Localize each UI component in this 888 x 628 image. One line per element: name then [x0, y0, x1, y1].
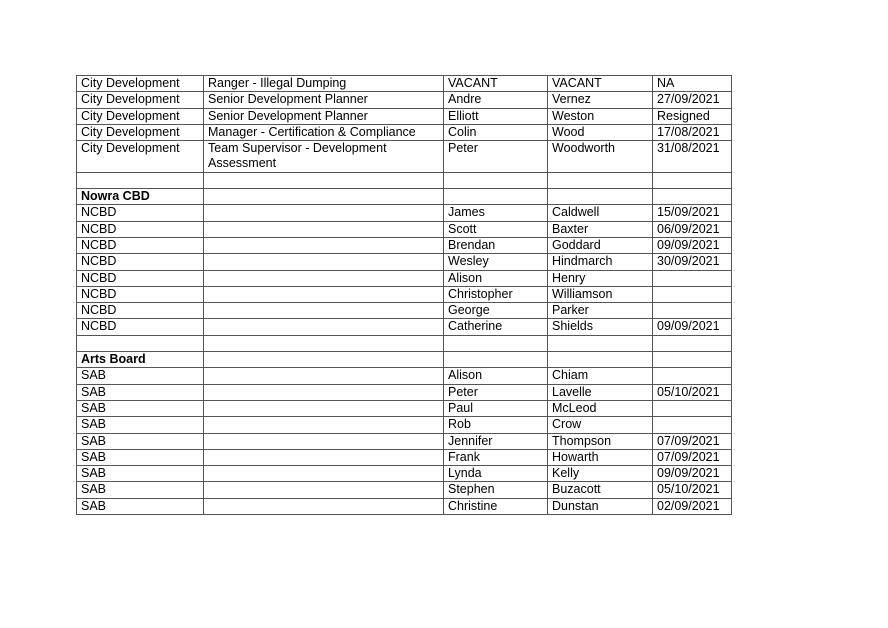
- date-cell: 15/09/2021: [653, 205, 732, 221]
- position-cell: [204, 433, 444, 449]
- table-row: [77, 124, 732, 140]
- table-body: [77, 76, 732, 515]
- position-cell: [204, 254, 444, 270]
- department-cell: NCBD: [77, 254, 204, 270]
- date-cell: [653, 352, 732, 368]
- surname-cell: Woodworth: [548, 141, 653, 173]
- date-cell: [653, 270, 732, 286]
- surname-cell: Chiam: [548, 368, 653, 384]
- department-cell: City Development: [77, 108, 204, 124]
- document-table: [76, 75, 732, 515]
- position-cell: [204, 498, 444, 514]
- position-cell: Team Supervisor - Development Assessment: [204, 141, 444, 173]
- position-cell: [204, 237, 444, 253]
- position-cell: [204, 417, 444, 433]
- date-cell: 06/09/2021: [653, 221, 732, 237]
- department-cell: Nowra CBD: [77, 189, 204, 205]
- first-name-cell: Christine: [444, 498, 548, 514]
- department-cell: NCBD: [77, 237, 204, 253]
- position-cell: [204, 189, 444, 205]
- table-row: [77, 400, 732, 416]
- department-cell: SAB: [77, 384, 204, 400]
- table-row: [77, 237, 732, 253]
- position-cell: [204, 286, 444, 302]
- date-cell: [653, 286, 732, 302]
- first-name-cell: [444, 335, 548, 351]
- first-name-cell: Wesley: [444, 254, 548, 270]
- table-row: [77, 384, 732, 400]
- surname-cell: Crow: [548, 417, 653, 433]
- date-cell: 07/09/2021: [653, 449, 732, 465]
- date-cell: [653, 400, 732, 416]
- first-name-cell: [444, 172, 548, 188]
- surname-cell: Henry: [548, 270, 653, 286]
- date-cell: 09/09/2021: [653, 466, 732, 482]
- department-cell: NCBD: [77, 303, 204, 319]
- position-cell: [204, 319, 444, 335]
- department-cell: SAB: [77, 449, 204, 465]
- surname-cell: Howarth: [548, 449, 653, 465]
- first-name-cell: Frank: [444, 449, 548, 465]
- table-row: [77, 76, 732, 92]
- surname-cell: Parker: [548, 303, 653, 319]
- first-name-cell: Brendan: [444, 237, 548, 253]
- position-cell: [204, 449, 444, 465]
- table-row: [77, 221, 732, 237]
- position-cell: [204, 221, 444, 237]
- first-name-cell: [444, 352, 548, 368]
- table-row: [77, 433, 732, 449]
- surname-cell: Wood: [548, 124, 653, 140]
- first-name-cell: Alison: [444, 270, 548, 286]
- table-row: [77, 205, 732, 221]
- department-cell: NCBD: [77, 205, 204, 221]
- date-cell: [653, 172, 732, 188]
- surname-cell: Dunstan: [548, 498, 653, 514]
- surname-cell: Shields: [548, 319, 653, 335]
- department-cell: SAB: [77, 400, 204, 416]
- department-cell: City Development: [77, 141, 204, 173]
- surname-cell: Vernez: [548, 92, 653, 108]
- table-row: [77, 108, 732, 124]
- date-cell: 02/09/2021: [653, 498, 732, 514]
- position-cell: [204, 303, 444, 319]
- position-cell: [204, 466, 444, 482]
- department-cell: City Development: [77, 76, 204, 92]
- date-cell: [653, 189, 732, 205]
- table-row: [77, 368, 732, 384]
- surname-cell: [548, 335, 653, 351]
- position-cell: Senior Development Planner: [204, 108, 444, 124]
- date-cell: 17/08/2021: [653, 124, 732, 140]
- position-cell: Ranger - Illegal Dumping: [204, 76, 444, 92]
- position-cell: Manager - Certification & Compliance: [204, 124, 444, 140]
- department-cell: NCBD: [77, 270, 204, 286]
- department-cell: NCBD: [77, 286, 204, 302]
- first-name-cell: George: [444, 303, 548, 319]
- surname-cell: Hindmarch: [548, 254, 653, 270]
- first-name-cell: Catherine: [444, 319, 548, 335]
- department-cell: City Development: [77, 92, 204, 108]
- department-cell: SAB: [77, 498, 204, 514]
- first-name-cell: James: [444, 205, 548, 221]
- first-name-cell: Colin: [444, 124, 548, 140]
- date-cell: 31/08/2021: [653, 141, 732, 173]
- position-cell: [204, 482, 444, 498]
- surname-cell: McLeod: [548, 400, 653, 416]
- department-cell: NCBD: [77, 221, 204, 237]
- date-cell: [653, 368, 732, 384]
- date-cell: 05/10/2021: [653, 384, 732, 400]
- position-cell: [204, 400, 444, 416]
- surname-cell: [548, 352, 653, 368]
- section-header-row: [77, 189, 732, 205]
- first-name-cell: Alison: [444, 368, 548, 384]
- date-cell: 09/09/2021: [653, 237, 732, 253]
- first-name-cell: Peter: [444, 141, 548, 173]
- first-name-cell: Peter: [444, 384, 548, 400]
- surname-cell: [548, 172, 653, 188]
- surname-cell: Kelly: [548, 466, 653, 482]
- date-cell: Resigned: [653, 108, 732, 124]
- department-cell: SAB: [77, 466, 204, 482]
- blank-row: [77, 172, 732, 188]
- surname-cell: Baxter: [548, 221, 653, 237]
- date-cell: NA: [653, 76, 732, 92]
- first-name-cell: VACANT: [444, 76, 548, 92]
- first-name-cell: Jennifer: [444, 433, 548, 449]
- date-cell: 05/10/2021: [653, 482, 732, 498]
- surname-cell: Williamson: [548, 286, 653, 302]
- date-cell: [653, 335, 732, 351]
- table-row: [77, 482, 732, 498]
- position-cell: [204, 172, 444, 188]
- date-cell: [653, 417, 732, 433]
- department-cell: City Development: [77, 124, 204, 140]
- table-row: [77, 319, 732, 335]
- department-cell: NCBD: [77, 319, 204, 335]
- table-row: [77, 498, 732, 514]
- position-cell: [204, 270, 444, 286]
- position-cell: [204, 352, 444, 368]
- first-name-cell: Paul: [444, 400, 548, 416]
- first-name-cell: Stephen: [444, 482, 548, 498]
- surname-cell: [548, 189, 653, 205]
- position-cell: [204, 384, 444, 400]
- table-row: [77, 303, 732, 319]
- surname-cell: Buzacott: [548, 482, 653, 498]
- department-cell: SAB: [77, 417, 204, 433]
- position-cell: [204, 335, 444, 351]
- surname-cell: Weston: [548, 108, 653, 124]
- first-name-cell: Scott: [444, 221, 548, 237]
- department-cell: Arts Board: [77, 352, 204, 368]
- table-row: [77, 417, 732, 433]
- surname-cell: Goddard: [548, 237, 653, 253]
- surname-cell: Thompson: [548, 433, 653, 449]
- date-cell: [653, 303, 732, 319]
- first-name-cell: Lynda: [444, 466, 548, 482]
- first-name-cell: Elliott: [444, 108, 548, 124]
- section-header-row: [77, 352, 732, 368]
- table-row: [77, 449, 732, 465]
- department-cell: [77, 172, 204, 188]
- table-row: [77, 141, 732, 173]
- date-cell: 07/09/2021: [653, 433, 732, 449]
- first-name-cell: Christopher: [444, 286, 548, 302]
- position-cell: Senior Development Planner: [204, 92, 444, 108]
- blank-row: [77, 335, 732, 351]
- table-row: [77, 254, 732, 270]
- table-row: [77, 270, 732, 286]
- date-cell: 09/09/2021: [653, 319, 732, 335]
- date-cell: 27/09/2021: [653, 92, 732, 108]
- surname-cell: Caldwell: [548, 205, 653, 221]
- table-row: [77, 92, 732, 108]
- first-name-cell: Rob: [444, 417, 548, 433]
- department-cell: SAB: [77, 368, 204, 384]
- surname-cell: VACANT: [548, 76, 653, 92]
- surname-cell: Lavelle: [548, 384, 653, 400]
- position-cell: [204, 205, 444, 221]
- department-cell: SAB: [77, 433, 204, 449]
- first-name-cell: Andre: [444, 92, 548, 108]
- date-cell: 30/09/2021: [653, 254, 732, 270]
- department-cell: [77, 335, 204, 351]
- position-cell: [204, 368, 444, 384]
- department-cell: SAB: [77, 482, 204, 498]
- table-row: [77, 466, 732, 482]
- table-row: [77, 286, 732, 302]
- first-name-cell: [444, 189, 548, 205]
